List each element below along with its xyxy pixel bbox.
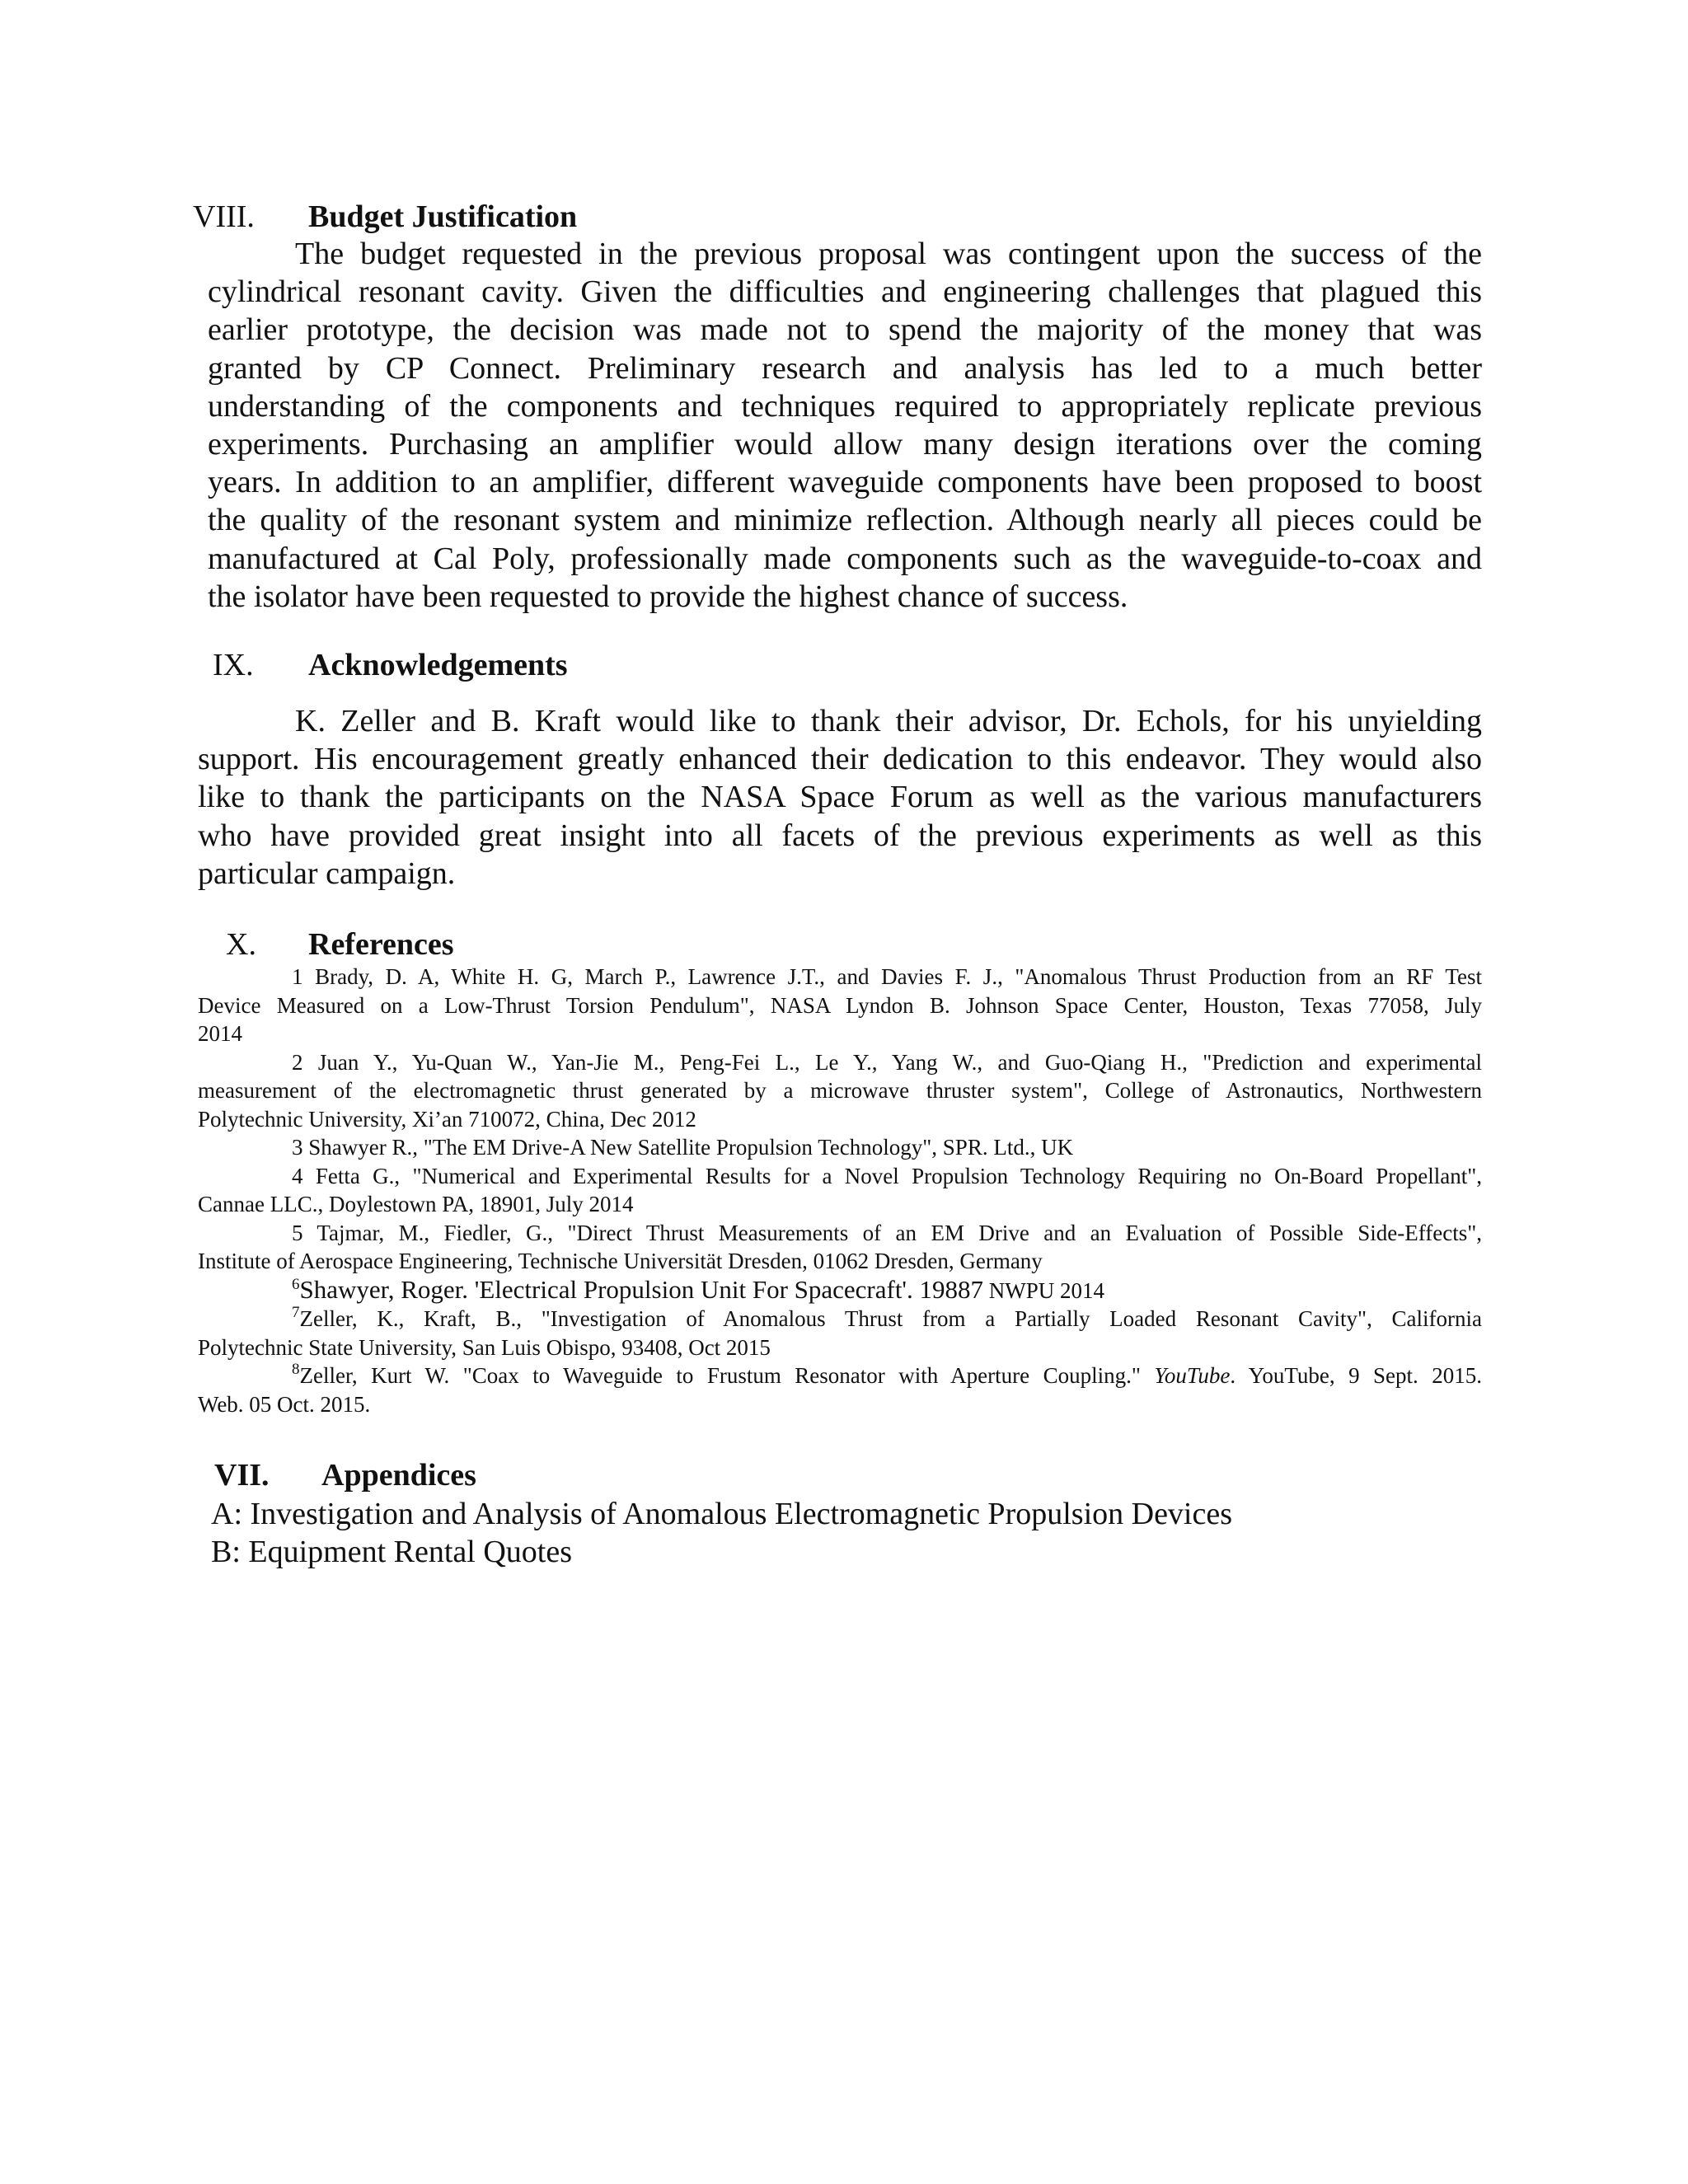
reference-line: Web. 05 Oct. 2015. <box>198 1391 371 1417</box>
reference-line: 5 Tajmar, M., Fiedler, G., "Direct Thrust Measurements of an EM Drive and an Evaluation of Possible Side-Effects", <box>292 1220 1482 1245</box>
paragraph-line: understanding of the components and techniques required to appropriately replicate previous <box>208 388 1482 424</box>
appendix-item: B: Equipment Rental Quotes <box>211 1535 573 1569</box>
section-number: VIII. <box>193 199 255 234</box>
reference-item <box>198 1219 1482 1276</box>
reference-superscript: 8 <box>292 1361 300 1378</box>
section-title: Acknowledgements <box>308 648 568 682</box>
reference-superscript: 7 <box>292 1305 300 1321</box>
reference-item <box>198 1276 1482 1305</box>
paragraph-line: particular campaign. <box>198 855 456 891</box>
reference-item <box>198 1133 1482 1162</box>
paragraph-line: earlier prototype, the decision was made not to spend the majority of the money that was <box>208 312 1482 348</box>
section-title: Budget Justification <box>308 199 578 234</box>
paragraph-line: The budget requested in the previous proposal was contingent upon the success of the <box>295 237 1482 271</box>
reference-line: Polytechnic State University, San Luis Obispo, 93408, Oct 2015 <box>198 1334 771 1360</box>
paragraph-line: manufactured at Cal Poly, professionally made components such as the waveguide-to-coax and <box>208 541 1482 576</box>
section-number: IX. <box>213 648 254 682</box>
references-list <box>198 963 1482 1418</box>
reference-text: Zeller, K., Kraft, B., "Investigation of Anomalous Thrust from a Partially Loaded Resonant Cavity", California <box>299 1306 1482 1331</box>
reference-line: Device Measured on a Low-Thrust Torsion Pendulum", NASA Lyndon B. Johnson Space Center, Houston, Texas 77058, July <box>198 992 1482 1018</box>
reference-line: 1 Brady, D. A, White H. G, March P., Lawrence J.T., and Davies F. J., "Anomalous Thrust Production from an RF Test <box>292 964 1482 989</box>
reference-text: Shawyer, Roger. 'Electrical Propulsion Unit For Spacecraft'. 19887 <box>299 1275 984 1304</box>
reference-line: 2 Juan Y., Yu-Quan W., Yan-Jie M., Peng-Fei L., Le Y., Yang W., and Guo-Qiang H., "Prediction and experimental <box>292 1049 1482 1075</box>
reference-text: . YouTube, 9 Sept. 2015. <box>1230 1363 1482 1388</box>
section-number: VII. <box>214 1458 270 1493</box>
reference-line: 3 Shawyer R., "The EM Drive-A New Satellite Propulsion Technology", SPR. Ltd., UK <box>292 1135 1074 1160</box>
paragraph-line: like to thank the participants on the NASA Space Forum as well as the various manufacturers <box>198 780 1482 815</box>
paragraph-line: support. His encouragement greatly enhanced their dedication to this endeavor. They would also <box>198 742 1482 777</box>
reference-italic-text: YouTube <box>1154 1363 1231 1388</box>
reference-line <box>198 1361 1482 1390</box>
reference-line: measurement of the electromagnetic thrust generated by a microwave thruster system", College of Astronautics, Northwestern <box>198 1078 1482 1103</box>
appendix-item: A: Investigation and Analysis of Anomalous Electromagnetic Propulsion Devices <box>211 1497 1233 1531</box>
reference-item <box>198 1305 1482 1361</box>
paragraph-line: K. Zeller and B. Kraft would like to thank their advisor, Dr. Echols, for his unyielding <box>295 704 1482 738</box>
reference-text: Zeller, Kurt W. "Coax to Waveguide to Frustum Resonator with Aperture Coupling." <box>299 1363 1155 1388</box>
acknowledgements-paragraph <box>198 702 1482 893</box>
reference-item <box>198 963 1482 1048</box>
section-title: Appendices <box>321 1458 476 1493</box>
reference-line: Institute of Aerospace Engineering, Technische Universität Dresden, 01062 Dresden, Germany <box>198 1249 1043 1273</box>
paragraph-line: who have provided great insight into all facets of the previous experiments as well as this <box>198 818 1482 853</box>
reference-line: 2014 <box>198 1021 242 1046</box>
reference-item <box>198 1361 1482 1418</box>
paragraph-line: cylindrical resonant cavity. Given the difficulties and engineering challenges that plagued this <box>208 274 1482 310</box>
reference-line: 4 Fetta G., "Numerical and Experimental Results for a Novel Propulsion Technology Requiring no On-Board Propellant", <box>292 1163 1482 1188</box>
reference-line: Polytechnic University, Xi’an 710072, China, Dec 2012 <box>198 1106 696 1132</box>
paragraph-line: granted by CP Connect. Preliminary research and analysis has led to a much better <box>208 350 1482 386</box>
section-number: X. <box>226 927 256 962</box>
section-heading-appendices <box>0 1457 1688 1495</box>
paragraph-line: the isolator have been requested to provide the highest chance of success. <box>208 579 1128 614</box>
reference-line <box>198 1276 1482 1305</box>
reference-text: NWPU 2014 <box>983 1277 1105 1303</box>
paragraph-line: the quality of the resonant system and minimize reflection. Although nearly all pieces could be <box>208 503 1482 538</box>
paragraph-line: experiments. Purchasing an amplifier would allow many design iterations over the coming <box>208 427 1482 462</box>
reference-item <box>198 1048 1482 1134</box>
reference-line <box>198 1305 1482 1333</box>
section-heading-acknowledgements <box>0 647 1688 685</box>
section-title: References <box>308 927 454 962</box>
reference-superscript: 6 <box>292 1275 300 1293</box>
reference-line: Cannae LLC., Doylestown PA, 18901, July 2014 <box>198 1192 634 1216</box>
section-heading-budget <box>0 199 1688 237</box>
budget-justification-paragraph <box>208 235 1482 616</box>
paragraph-line: years. In addition to an amplifier, different waveguide components have been proposed to boost <box>208 465 1482 500</box>
section-heading-references <box>0 926 1688 964</box>
reference-item <box>198 1162 1482 1219</box>
